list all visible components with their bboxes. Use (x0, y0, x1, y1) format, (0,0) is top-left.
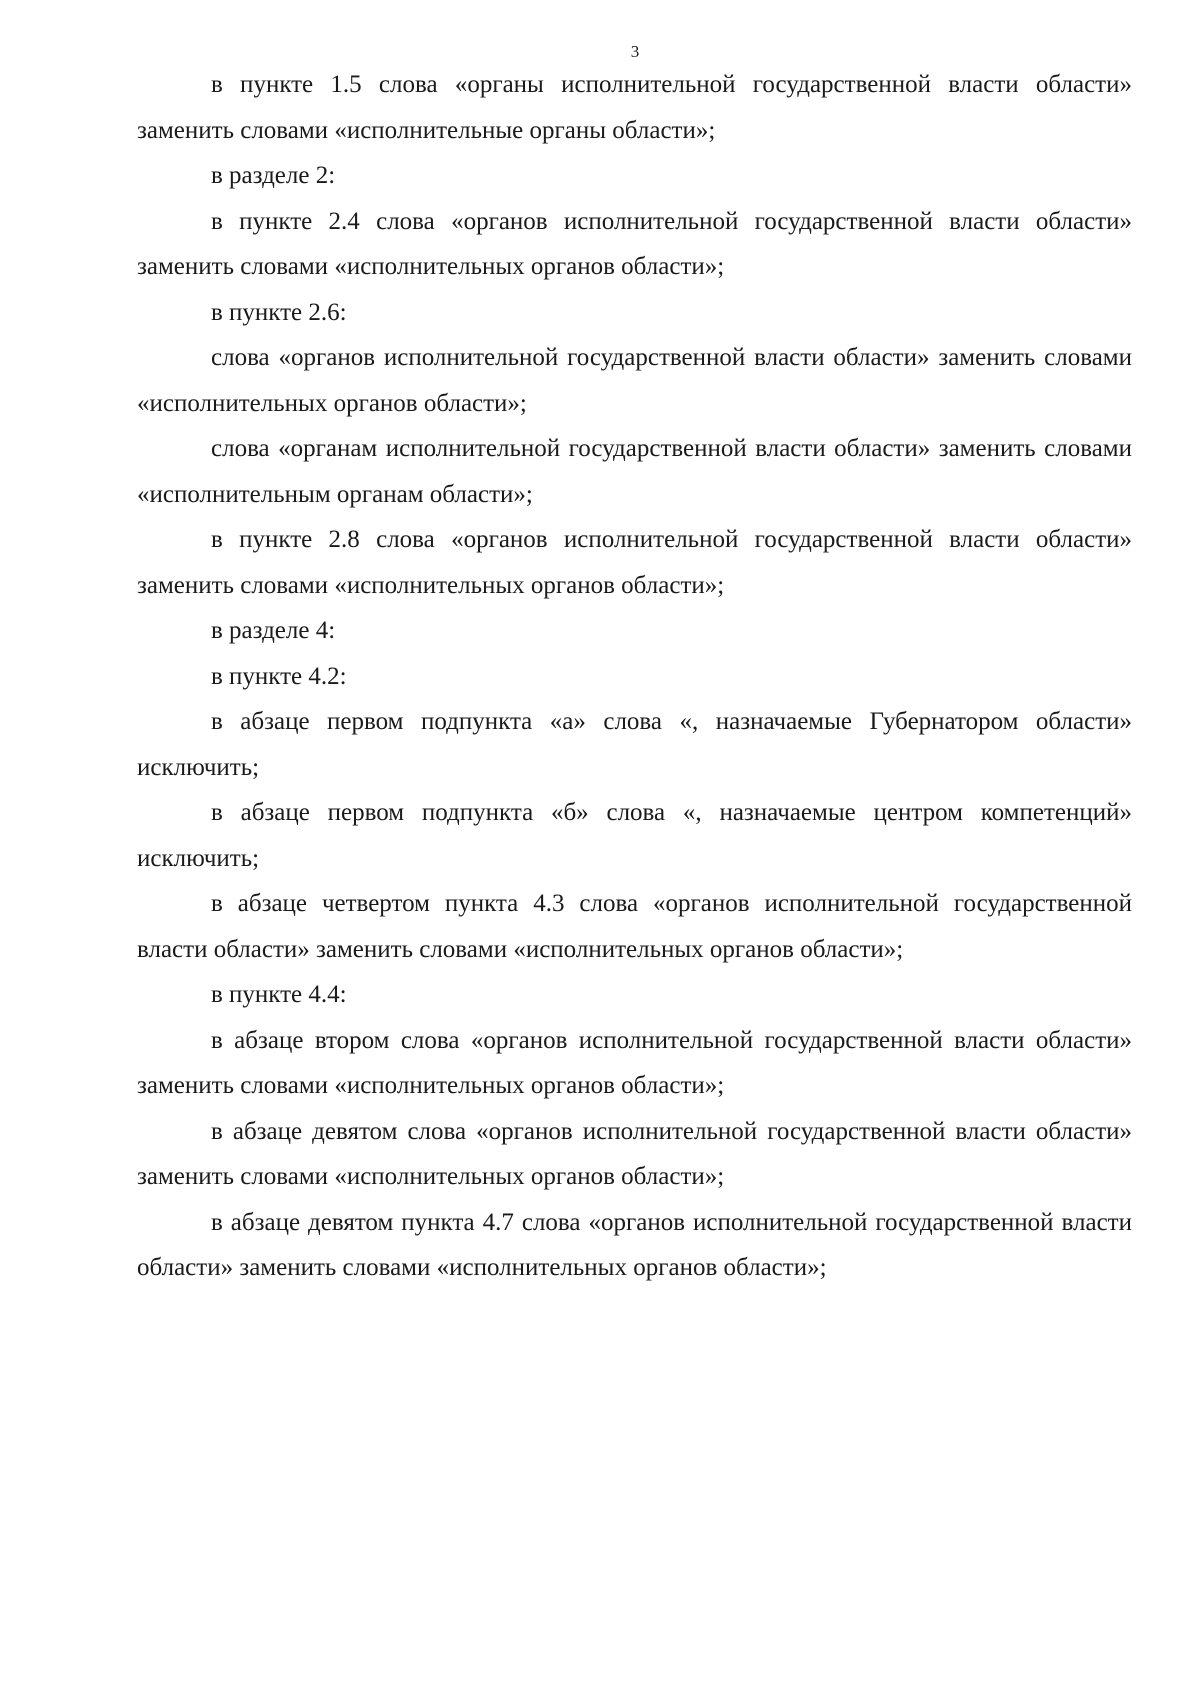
paragraph: в абзаце четвертом пункта 4.3 слова «органов исполнительной государственной власти области» заменить словами «исполнительных органов области»; (137, 890, 1132, 963)
paragraph: в разделе 2: (211, 162, 336, 189)
paragraph: в пункте 4.4: (211, 981, 347, 1008)
paragraph: в пункте 2.8 слова «органов исполнительной государственной власти области» заменить словами «исполнительных органов области»; (137, 526, 1132, 599)
paragraph: в абзаце девятом слова «органов исполнительной государственной власти области» заменить словами «исполнительных органов области»; (137, 1117, 1132, 1190)
paragraph: в пункте 2.4 слова «органов исполнительной государственной власти области» заменить словами «исполнительных органов области»; (137, 207, 1132, 280)
paragraph: в пункте 4.2: (211, 662, 347, 690)
paragraph: в пункте 1.5 слова «органы исполнительной государственной власти области» заменить словами «исполнительные органы области»; (137, 71, 1132, 144)
paragraph: слова «органам исполнительной государственной власти области» заменить словами «исполнительным органам области»; (137, 435, 1132, 508)
paragraph: в абзаце первом подпункта «а» слова «, назначаемые Губернатором области» исключить; (137, 708, 1132, 781)
paragraph: в абзаце втором слова «органов исполнительной государственной власти области» заменить словами «исполнительных органов области»; (137, 1026, 1132, 1099)
document-body (137, 62, 1132, 1291)
page-number: 3 (630, 42, 640, 61)
paragraph: слова «органов исполнительной государственной власти области» заменить словами «исполнительных органов области»; (137, 344, 1132, 417)
paragraph: в пункте 2.6: (211, 298, 347, 326)
paragraph: в абзаце девятом пункта 4.7 слова «органов исполнительной государственной власти области» заменить словами «исполнительных органов области»; (137, 1208, 1132, 1281)
paragraph: в абзаце первом подпункта «б» слова «, назначаемые центром компетенций» исключить; (137, 799, 1132, 872)
paragraph: в разделе 4: (211, 617, 336, 644)
